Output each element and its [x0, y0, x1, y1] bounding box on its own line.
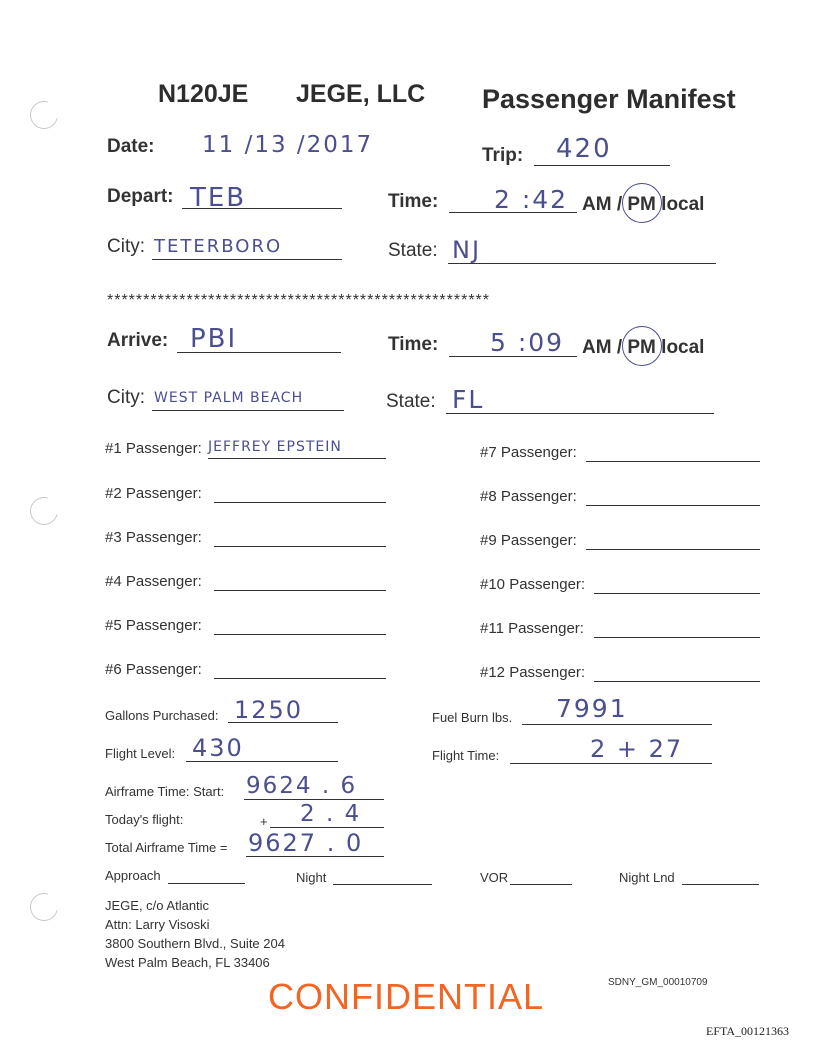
passenger-line — [214, 502, 386, 503]
flight-level-label: Flight Level: — [105, 746, 176, 761]
passenger-line — [594, 637, 760, 638]
date-label: Date: — [107, 136, 155, 157]
flight-time-line — [510, 763, 712, 764]
passenger-line — [214, 546, 386, 547]
form-title: Passenger Manifest — [482, 84, 736, 114]
todays-flight-value: 2 . 4 — [300, 801, 362, 827]
passenger-line — [214, 590, 386, 591]
total-airframe-value: 9627 . 0 — [248, 829, 364, 857]
passenger-label: #1 Passenger: — [105, 440, 202, 457]
depart-state-value: NJ — [452, 236, 482, 264]
arrive-time-label: Time: — [388, 334, 439, 355]
flight-time-label: Flight Time: — [432, 748, 500, 763]
passenger-line — [586, 461, 760, 462]
approach-line — [168, 883, 245, 884]
passenger-label: #3 Passenger: — [105, 529, 202, 546]
passenger-line — [214, 634, 386, 635]
arrive-state-label: State: — [386, 391, 436, 412]
depart-label: Depart: — [107, 186, 174, 207]
gallons-value: 1250 — [234, 696, 304, 724]
arrive-ampm-label: AM / PM local — [582, 337, 705, 358]
date-value: 11 /13 /2017 — [202, 132, 374, 158]
todays-flight-plus: + — [260, 814, 268, 829]
passenger-line — [586, 549, 760, 550]
depart-state-line — [448, 263, 716, 264]
depart-airport: TEB — [190, 183, 247, 213]
confidential-stamp: CONFIDENTIAL — [268, 976, 545, 1017]
airframe-start-label: Airframe Time: Start: — [105, 784, 225, 799]
depart-city-label: City: — [107, 236, 145, 257]
passenger-label: #2 Passenger: — [105, 485, 202, 502]
depart-city-value: TETERBORO — [154, 236, 283, 257]
passenger-line — [594, 681, 760, 682]
passenger-label: #7 Passenger: — [480, 444, 577, 461]
fuel-burn-value: 7991 — [556, 694, 628, 723]
efta-number: EFTA_00121363 — [706, 1024, 790, 1038]
todays-flight-label: Today's flight: — [105, 812, 184, 827]
approach-label: Approach — [105, 868, 161, 883]
binder-hole-top — [25, 96, 63, 134]
passenger-label: #6 Passenger: — [105, 661, 202, 678]
night-lnd-line — [682, 884, 759, 885]
airframe-start-line — [244, 799, 384, 800]
separator-asterisks: ***************************************************** — [107, 292, 491, 309]
depart-city-line — [152, 259, 342, 260]
arrive-time-value: 5 :09 — [490, 328, 565, 357]
passenger-label: #10 Passenger: — [480, 576, 586, 593]
arrive-city-line — [152, 410, 344, 411]
address-line: Attn: Larry Visoski — [105, 917, 210, 932]
depart-time-value: 2 :42 — [494, 185, 569, 214]
arrive-airport: PBI — [190, 324, 238, 354]
arrive-label: Arrive: — [107, 330, 169, 351]
night-line — [333, 884, 432, 885]
passenger-label: #12 Passenger: — [480, 664, 586, 681]
passenger-label: #4 Passenger: — [105, 573, 202, 590]
address-block — [105, 896, 285, 972]
passenger-label: #5 Passenger: — [105, 617, 202, 634]
vor-label: VOR — [480, 870, 509, 885]
tail-number: N120JE — [158, 80, 249, 108]
depart-state-label: State: — [388, 240, 438, 261]
passenger-label: #11 Passenger: — [480, 620, 584, 637]
arrive-city-label: City: — [107, 387, 145, 408]
pm-circle-depart — [622, 183, 662, 223]
flight-level-value: 430 — [192, 734, 244, 762]
airframe-start-value: 9624 . 6 — [246, 773, 358, 799]
passenger-line — [594, 593, 760, 594]
passenger-line — [586, 505, 760, 506]
passenger-line — [214, 678, 386, 679]
trip-label: Trip: — [482, 145, 524, 166]
passenger-label: #9 Passenger: — [480, 532, 577, 549]
passenger-label: #8 Passenger: — [480, 488, 577, 505]
address-line: West Palm Beach, FL 33406 — [105, 955, 270, 970]
passenger-name: JEFFREY EPSTEIN — [208, 439, 342, 455]
pm-circle-arrive — [622, 326, 662, 366]
address-line: 3800 Southern Blvd., Suite 204 — [105, 936, 285, 951]
fuel-burn-line — [522, 724, 712, 725]
bates-number: SDNY_GM_00010709 — [608, 977, 708, 988]
binder-hole-middle — [25, 492, 63, 530]
flight-time-value: 2 + 27 — [590, 735, 684, 763]
gallons-label: Gallons Purchased: — [105, 708, 219, 723]
arrive-state-line — [446, 413, 714, 414]
total-airframe-label: Total Airframe Time = — [105, 840, 228, 855]
night-label: Night — [296, 870, 327, 885]
arrive-state-value: FL — [452, 385, 485, 414]
depart-ampm-label: AM / PM local — [582, 194, 705, 215]
night-lnd-label: Night Lnd — [619, 870, 675, 885]
trip-number: 420 — [556, 134, 612, 164]
todays-flight-line — [270, 827, 384, 828]
address-line: JEGE, c/o Atlantic — [105, 898, 210, 913]
binder-hole-bottom — [25, 888, 63, 926]
company-name: JEGE, LLC — [296, 80, 426, 108]
fuel-burn-label: Fuel Burn lbs. — [432, 710, 513, 725]
trip-line — [534, 165, 670, 166]
passenger-line — [208, 458, 386, 459]
arrive-city-value: WEST PALM BEACH — [154, 390, 304, 406]
depart-time-label: Time: — [388, 191, 439, 212]
vor-line — [510, 884, 572, 885]
